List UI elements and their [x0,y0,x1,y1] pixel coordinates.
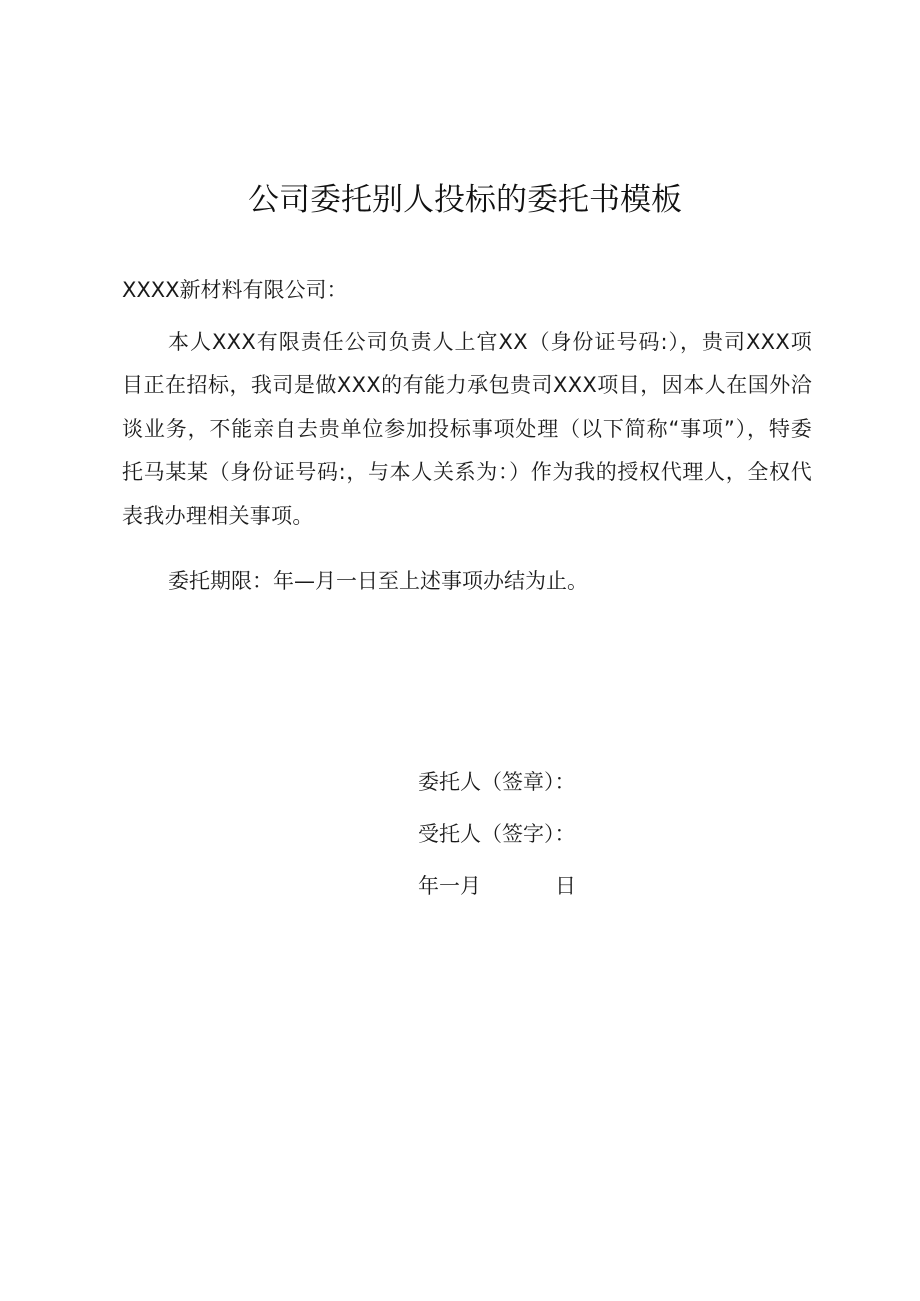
date-year-month: 年一月 [418,874,481,898]
agent-signature-line: 受托人（签字）： [418,822,576,846]
date-line [418,866,576,906]
signature-block [418,762,576,906]
date-day: 日 [555,874,576,898]
body-paragraph: 本人XXX有限责任公司负责人上官XX（身份证号码:），贵司XXX项目正在招标，我司是做XXX的有能力承包贵司XXX项目，因本人在国外洽谈业务，不能亲自去贵单位参加投标事项处理（以下简称“事项”），特委托马某某（身份证号码:，与本人关系为：）作为我的授权代理人，全权代表我办理相关事项。 [122,330,812,528]
document-title: 公司委托别人投标的委托书模板 [248,182,682,218]
entrustment-term: 委托期限：年—月一日至上述事项办结为止。 [168,569,588,593]
salutation: XXXX新材料有限公司： [122,278,348,302]
principal-signature-line: 委托人（签章）： [418,770,576,794]
